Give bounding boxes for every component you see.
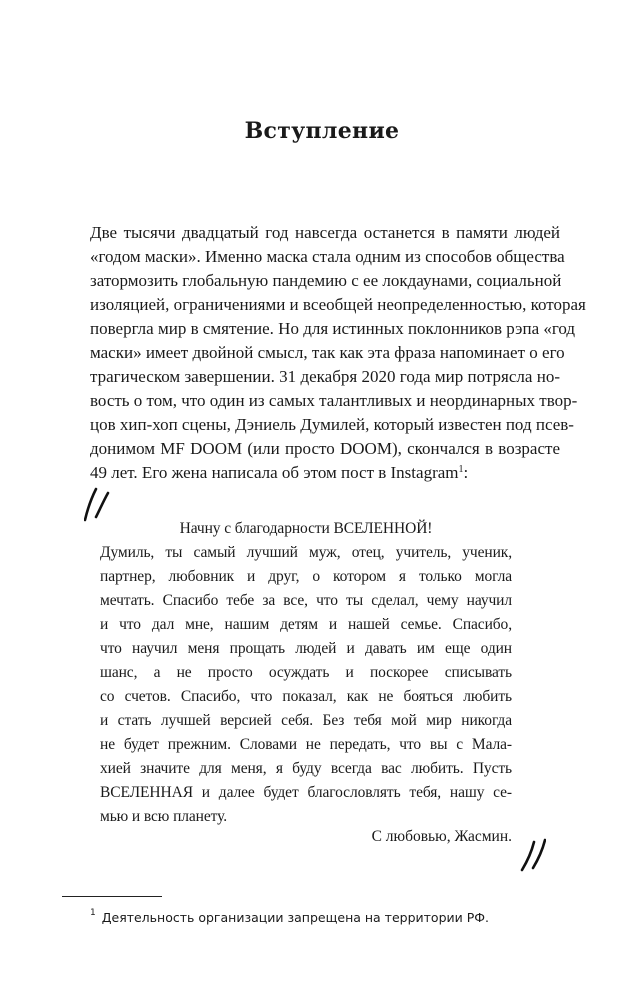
footnote-number: 1 (90, 908, 96, 918)
quote-line: не будет прежним. Словами не передать, что вы с Мала- (100, 736, 512, 753)
paragraph-line: цов хип-хоп сцены, Дэниель Думилей, который известен под псев- (90, 415, 574, 434)
quote-line: что научил меня прощать людей и давать им еще один (100, 640, 512, 657)
footnote-divider (62, 896, 162, 897)
quote-line: хией значите для меня, я буду всегда вас любить. Пусть (100, 760, 512, 777)
quote-line: и стать лучшей версией себя. Без тебя мой мир никогда (100, 712, 512, 729)
close-quote-mark-icon (520, 838, 546, 874)
paragraph-line-text: 49 лет. Его жена написала об этом пост в Instagram (90, 463, 459, 482)
paragraph-last-line (90, 461, 560, 485)
quote-line: шанс, а не просто осуждать и поскорее списывать (100, 664, 512, 681)
quote-line: со счетов. Спасибо, что показал, как не бояться любить (100, 688, 512, 705)
footnote (90, 910, 489, 925)
paragraph-line: затормозить глобальную пандемию с ее локдаунами, социальной (90, 271, 562, 290)
instagram-quote (100, 517, 512, 829)
paragraph-line: вость о том, что один из самых талантливых и неординарных твор- (90, 391, 578, 410)
paragraph-line: маски» имеет двойной смысл, так как эта фраза напоминает о его (90, 343, 565, 362)
chapter-title: Вступление (244, 118, 400, 144)
intro-paragraph (90, 221, 586, 485)
footnote-reference[interactable]: 1 (458, 464, 464, 475)
footnote-text: Деятельность организации запрещена на территории РФ. (101, 910, 489, 925)
quote-line: партнер, любовник и друг, о котором я только могла (100, 568, 512, 585)
paragraph-end-punct: : (463, 463, 469, 482)
paragraph-line: трагическом завершении. 31 декабря 2020 года мир потрясла но- (90, 367, 560, 386)
paragraph-line: Две тысячи двадцатый год навсегда останется в памяти людей (90, 223, 560, 242)
quote-line: мью и всю планету. (100, 808, 227, 825)
paragraph-line: донимом MF DOOM (или просто DOOM), скончался в возрасте (90, 439, 560, 458)
quote-line: мечтать. Спасибо тебе за все, что ты сделал, чему научил (100, 592, 512, 609)
paragraph-line: изоляцией, ограничениями и всеобщей неопределенностью, которая (90, 295, 586, 314)
quote-line: Думиль, ты самый лучший муж, отец, учитель, ученик, (100, 544, 512, 561)
quote-signature: С любовью, Жасмин. (371, 828, 512, 845)
quote-line: и что дал мне, нашим детям и нашей семье. Спасибо, (100, 616, 512, 633)
quote-line: Начну с благодарности ВСЕЛЕННОЙ! (179, 520, 433, 537)
paragraph-line: повергла мир в смятение. Но для истинных поклонников рэпа «год (90, 319, 576, 338)
paragraph-line: «годом маски». Именно маска стала одним из способов общества (90, 247, 565, 266)
quote-line: ВСЕЛЕННАЯ и далее будет благословлять тебя, нашу се- (100, 784, 512, 801)
